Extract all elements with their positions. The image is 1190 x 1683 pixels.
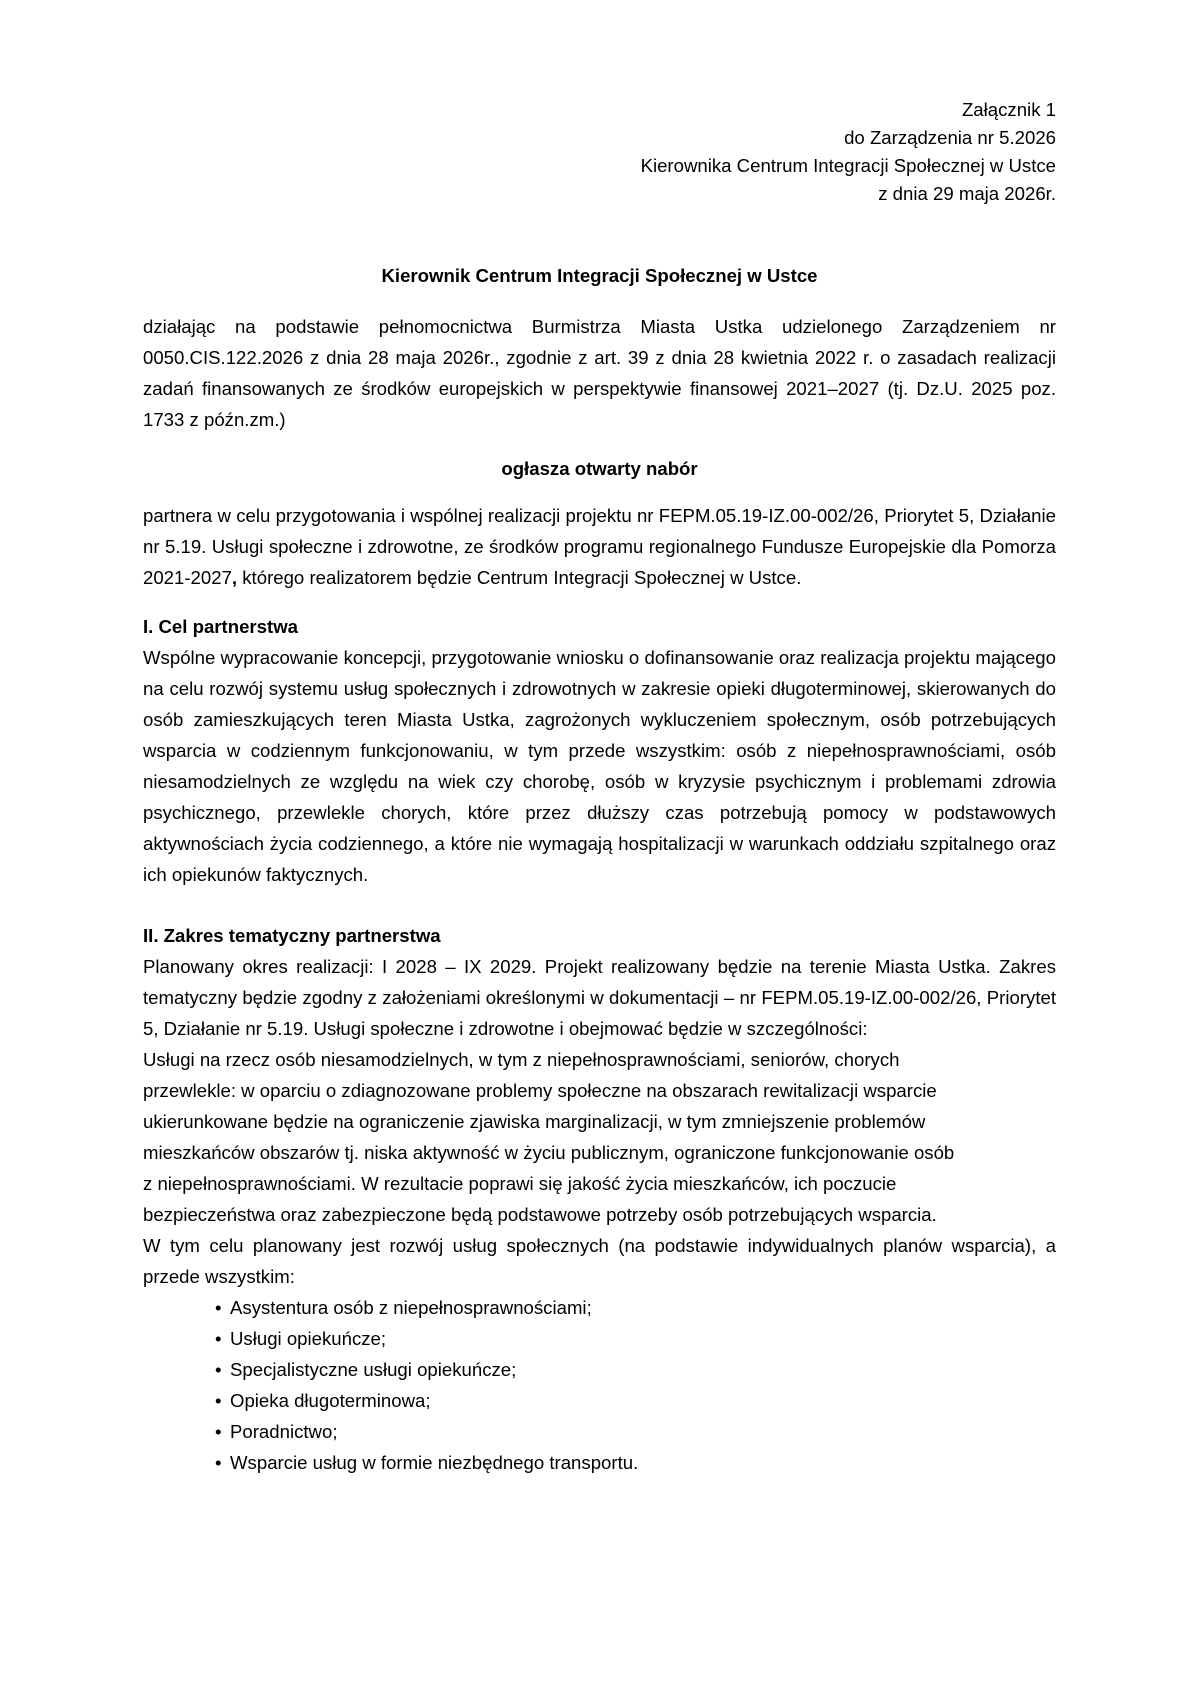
partner-paragraph-bold-comma: ,	[231, 567, 238, 588]
list-item: • Opieka długoterminowa;	[215, 1385, 1056, 1416]
list-item: • Poradnictwo;	[215, 1416, 1056, 1447]
document-content	[143, 96, 1056, 1478]
section-1-title: I. Cel partnerstwa	[143, 616, 298, 637]
authority-heading: Kierownik Centrum Integracji Społecznej w Ustce	[381, 265, 818, 286]
section-2-paragraph-2-line: przewlekle: w oparciu o zdiagnozowane problemy społeczne na obszarach rewitalizacji wsparcie	[143, 1080, 937, 1101]
section-2-paragraph-2-line: ukierunkowane będzie na ograniczenie zjawiska marginalizacji, w tym zmniejszenie problemów	[143, 1111, 926, 1132]
announcement-heading: ogłasza otwarty nabór	[501, 458, 698, 479]
section-2-paragraph-2-line: z niepełnosprawnościami. W rezultacie poprawi się jakość życia mieszkańców, ich poczucie	[143, 1173, 897, 1194]
list-item: • Usługi opiekuńcze;	[215, 1323, 1056, 1354]
list-item: • Asystentura osób z niepełnosprawnościami;	[215, 1292, 1056, 1323]
section-2-paragraph-2-line: Usługi na rzecz osób niesamodzielnych, w tym z niepełnosprawnościami, seniorów, chorych	[143, 1049, 900, 1070]
attachment-line-title: Załącznik 1	[961, 99, 1056, 120]
intro-paragraph: działając na podstawie pełnomocnictwa Burmistrza Miasta Ustka udzielonego Zarządzeniem nr 0050.CIS.122.2026 z dnia 28 maja 2026r., zgodnie z art. 39 z dnia 28 kwietnia 2022 r. o zasadach realizacji zadań finansowanych ze środków europejskich w perspektywie finansowej 2021–2027 (tj. Dz.U. 2025 poz. 1733 z późn.zm.)	[143, 316, 1056, 430]
attachment-line-issuer: Kierownika Centrum Integracji Społecznej w Ustce	[640, 155, 1056, 176]
section-2-paragraph-3: W tym celu planowany jest rozwój usług społecznych (na podstawie indywidualnych planów wsparcia), a przede wszystkim:	[143, 1235, 1056, 1287]
attachment-line-date: z dnia 29 maja 2026r.	[878, 183, 1056, 204]
section-2-paragraph-2	[143, 1044, 1056, 1230]
partner-paragraph-text-end: którego realizatorem będzie Centrum Integracji Społecznej w Ustce.	[237, 567, 802, 588]
list-item: • Wsparcie usług w formie niezbędnego transportu.	[215, 1447, 1056, 1478]
attachment-note	[143, 96, 1056, 208]
section-2-paragraph-2-line: bezpieczeństwa oraz zabezpieczone będą podstawowe potrzeby osób potrzebujących wsparcia.	[143, 1204, 937, 1225]
partner-paragraph	[143, 500, 1056, 593]
section-1-text: Wspólne wypracowanie koncepcji, przygotowanie wniosku o dofinansowanie oraz realizacja projektu mającego na celu rozwój systemu usług społecznych i zdrowotnych w zakresie opieki długoterminowej, skierowanych do osób zamieszkujących teren Miasta Ustka, zagrożonych wykluczeniem społecznym, osób potrzebujących wsparcia w codziennym funkcjonowaniu, w tym przede wszystkim: osób z niepełnosprawnościami, osób niesamodzielnych ze względu na wiek czy chorobę, osób w kryzysie psychicznym i problemami zdrowia psychicznego, przewlekle chorych, które przez dłuższy czas potrzebują pomocy w podstawowych aktywnościach życia codziennego, a które nie wymagają hospitalizacji w warunkach oddziału szpitalnego oraz ich opiekunów faktycznych.	[143, 647, 1056, 885]
section-2-paragraph-1: Planowany okres realizacji: I 2028 – IX 2029. Projekt realizowany będzie na terenie Miasta Ustka. Zakres tematyczny będzie zgodny z założeniami określonymi w dokumentacji – nr FEPM.05.19-IZ.00-002/26, Priorytet 5, Działanie nr 5.19. Usługi społeczne i zdrowotne i obejmować będzie w szczególności:	[143, 956, 1056, 1039]
partner-paragraph-text: partnera w celu przygotowania i wspólnej realizacji projektu nr FEPM.05.19-IZ.00-002/26, Priorytet 5, Działanie nr 5.19. Usługi społeczne i zdrowotne, ze środków programu regionalnego Fundusze Europejskie dla Pomorza 2021-2027	[143, 505, 1056, 588]
section-2-paragraph-2-line: mieszkańców obszarów tj. niska aktywność w życiu publicznym, ograniczone funkcjonowanie osób	[143, 1142, 955, 1163]
list-item: • Specjalistyczne usługi opiekuńcze;	[215, 1354, 1056, 1385]
attachment-line-ordinance: do Zarządzenia nr 5.2026	[844, 127, 1056, 148]
services-list	[143, 1292, 1056, 1478]
section-2-title: II. Zakres tematyczny partnerstwa	[143, 925, 441, 946]
